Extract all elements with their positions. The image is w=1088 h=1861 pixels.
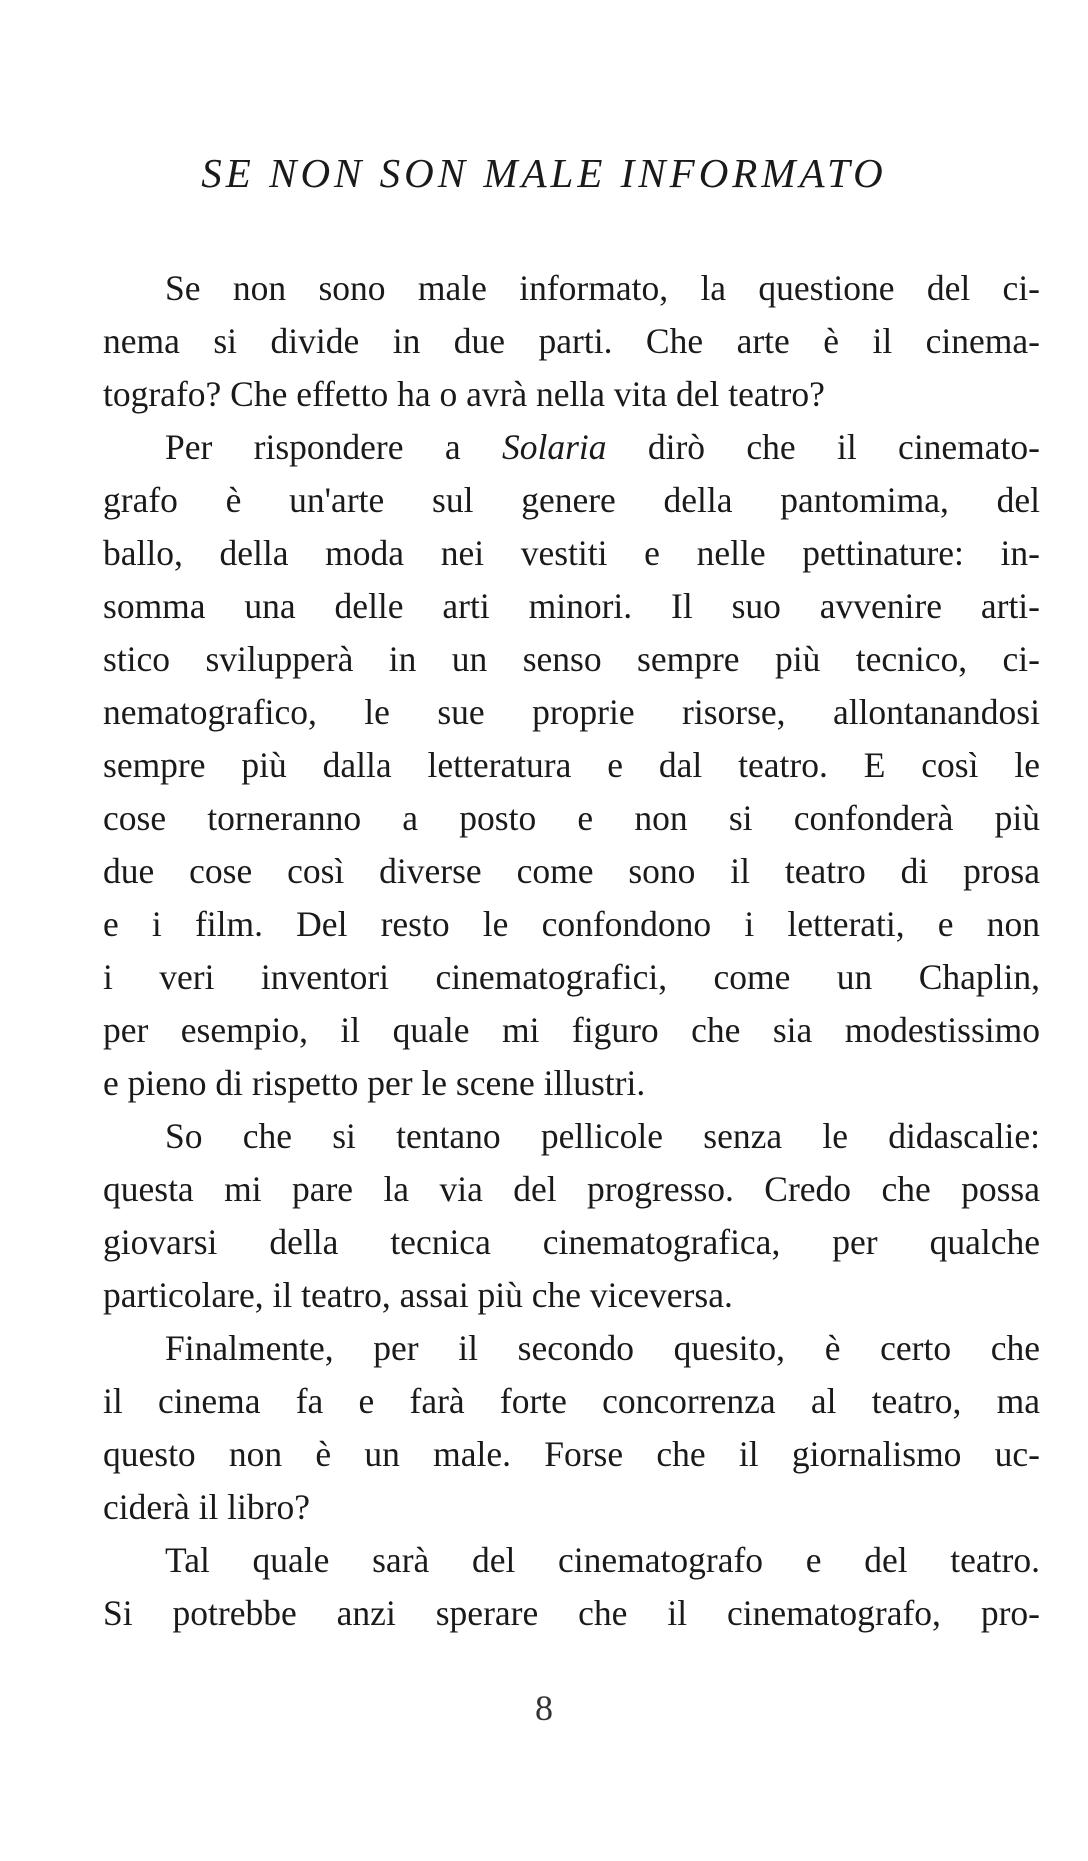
text-line: particolare, il teatro, assai più che viceversa.: [103, 1275, 733, 1315]
text-line-segment: Per rispondere a: [165, 427, 502, 467]
page-number: 8: [535, 1688, 553, 1728]
body-text: [103, 262, 1040, 1640]
text-line: e pieno di rispetto per le scene illustri.: [103, 1063, 646, 1103]
text-line: Tal quale sarà del cinematografo e del teatro.: [165, 1540, 1040, 1580]
text-line: [103, 421, 1040, 474]
text-line: Se non sono male informato, la questione del ci-: [165, 268, 1040, 308]
text-line: sempre più dalla letteratura e dal teatro. E così le: [103, 745, 1040, 785]
text-line: nematografico, le sue proprie risorse, allontanandosi: [103, 692, 1040, 732]
text-line: questa mi pare la via del progresso. Credo che possa: [103, 1169, 1040, 1209]
text-line: il cinema fa e farà forte concorrenza al teatro, ma: [103, 1381, 1040, 1421]
text-line: per esempio, il quale mi figuro che sia modestissimo: [103, 1010, 1040, 1050]
text-line: somma una delle arti minori. Il suo avvenire arti-: [103, 586, 1040, 626]
text-line: due cose così diverse come sono il teatro di prosa: [103, 851, 1040, 891]
text-line: ciderà il libro?: [103, 1487, 310, 1527]
journal-title-italic: Solaria: [501, 427, 607, 467]
text-line: e i film. Del resto le confondono i letterati, e non: [103, 904, 1040, 944]
text-line-segment: dirò che il cinemato-: [606, 427, 1040, 467]
text-line: cose torneranno a posto e non si confonderà più: [103, 798, 1040, 838]
text-line: questo non è un male. Forse che il giornalismo uc-: [103, 1434, 1040, 1474]
text-line: ballo, della moda nei vestiti e nelle pettinature: in-: [103, 533, 1040, 573]
text-line: So che si tentano pellicole senza le didascalie:: [165, 1116, 1040, 1156]
text-line: tografo? Che effetto ha o avrà nella vita del teatro?: [103, 374, 825, 414]
text-line: stico svilupperà in un senso sempre più tecnico, ci-: [103, 639, 1040, 679]
chapter-title: SE NON SON MALE INFORMATO: [201, 150, 887, 196]
text-line: i veri inventori cinematografici, come un Chaplin,: [103, 957, 1040, 997]
text-line: giovarsi della tecnica cinematografica, per qualche: [103, 1222, 1040, 1262]
text-line: Si potrebbe anzi sperare che il cinematografo, pro-: [103, 1593, 1040, 1633]
text-line: Finalmente, per il secondo quesito, è certo che: [165, 1328, 1040, 1368]
text-line: grafo è un'arte sul genere della pantomima, del: [103, 480, 1040, 520]
text-line: nema si divide in due parti. Che arte è il cinema-: [103, 321, 1040, 361]
